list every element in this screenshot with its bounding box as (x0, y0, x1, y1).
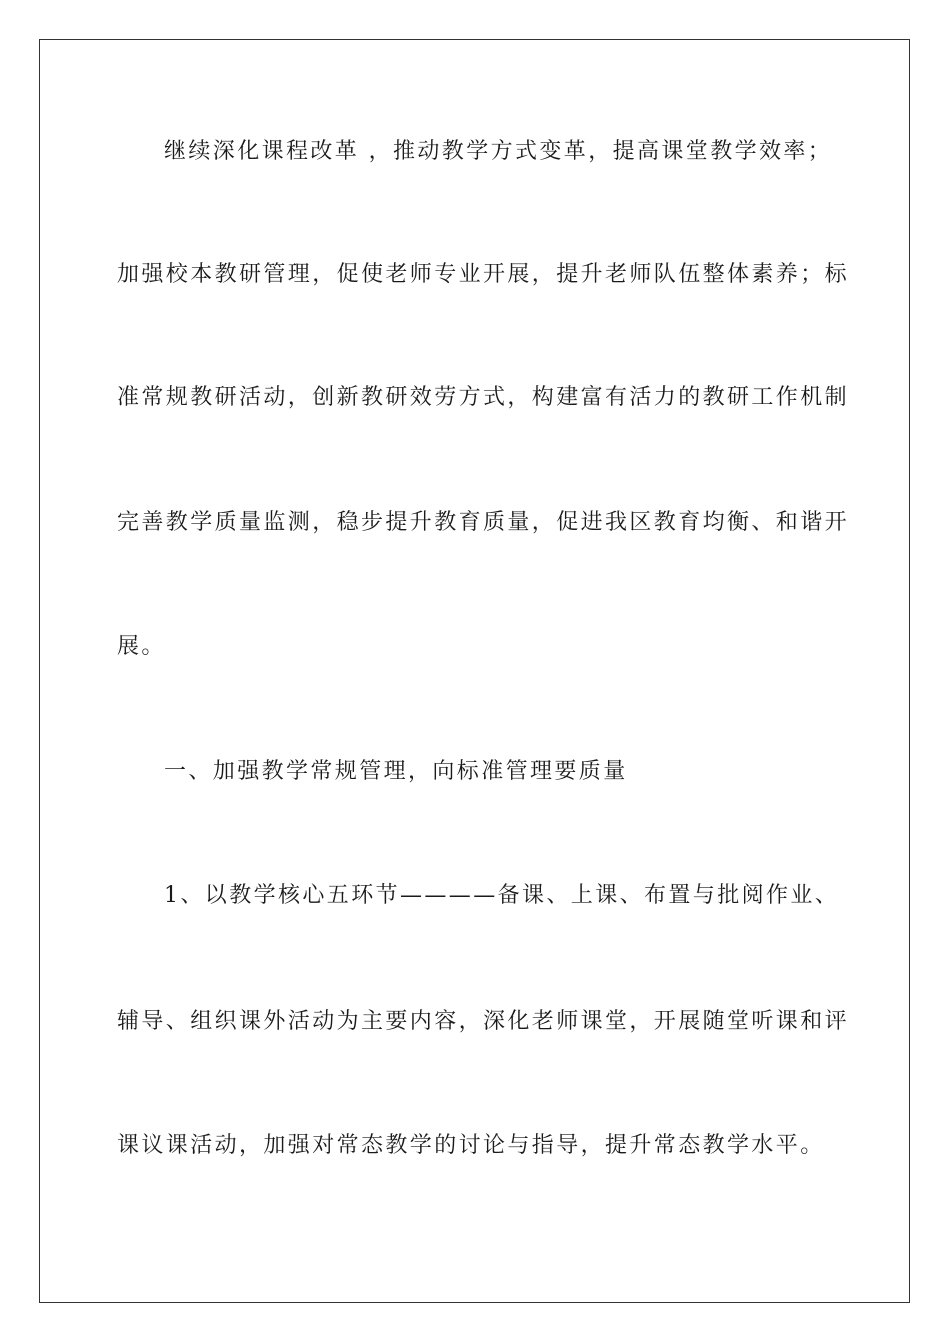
paragraph-2-line-3: 课议课活动，加强对常态教学的讨论与指导，提升常态教学水平。 (117, 1133, 825, 1158)
paragraph-1-line-2: 加强校本教研管理，促使老师专业开展，提升老师队伍整体素养；标 (117, 262, 850, 287)
paragraph-1-line-3: 准常规教研活动，创新教研效劳方式，构建富有活力的教研工作机制 (117, 385, 850, 410)
paragraph-1-line-4: 完善教学质量监测，稳步提升教育质量，促进我区教育均衡、和谐开 (117, 510, 850, 535)
paragraph-2-line-1: 1、以教学核心五环节————备课、上课、布置与批阅作业、 (164, 883, 840, 908)
section-heading-1: 一、加强教学常规管理，向标准管理要质量 (164, 759, 628, 784)
paragraph-2-line-2: 辅导、组织课外活动为主要内容，深化老师课堂，开展随堂听课和评 (117, 1009, 850, 1034)
paragraph-1-line-1: 继续深化课程改革 ，推动教学方式变革，提高课堂教学效率； (164, 139, 833, 164)
page-frame (39, 39, 910, 1303)
paragraph-1-line-5: 展。 (117, 634, 166, 659)
